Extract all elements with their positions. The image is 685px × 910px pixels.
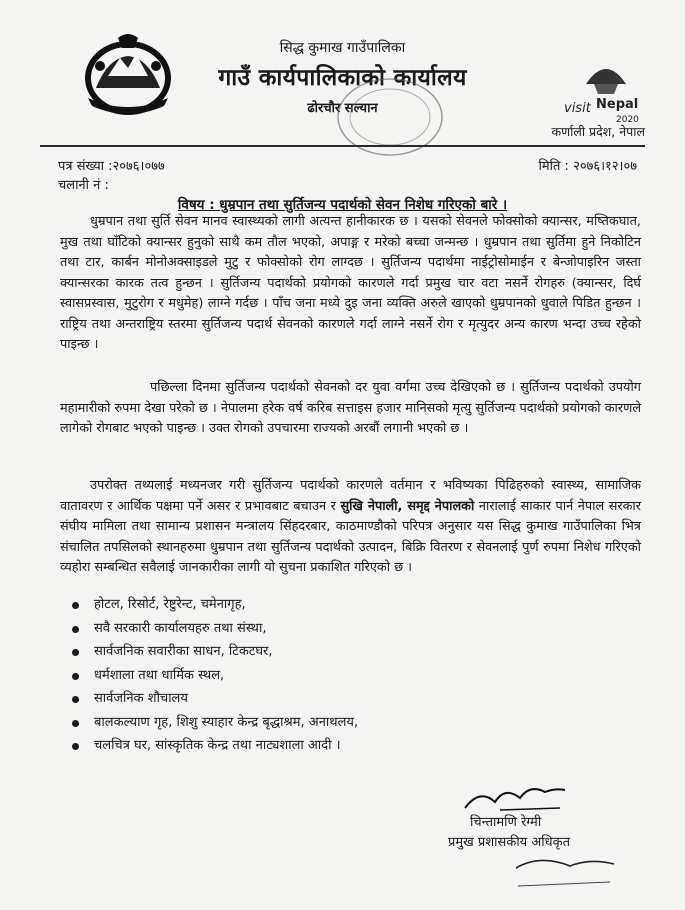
bullet-icon (72, 743, 79, 750)
province-label: कर्णाली प्रदेश, नेपाल (551, 124, 645, 139)
list-item: बालकल्याण गृह, शिशु स्याहार केन्द्र बृद्धाश्रम, अनाथलय, (72, 711, 358, 735)
svg-text:visit: visit (564, 101, 591, 116)
bullet-icon (72, 626, 79, 633)
header-divider (40, 145, 645, 147)
bullet-icon (72, 673, 79, 680)
letter-date: मिति : २०७६।१२।०७ (538, 159, 637, 174)
office-stamp (330, 72, 450, 162)
list-item: सवै सरकारी कार्यालयहरु तथा संस्था, (72, 617, 358, 641)
list-item: होटल, रिसोर्ट, रेष्टुरेन्ट, चमेनागृह, (72, 593, 358, 617)
office-location: ढोरचौर सल्यान (307, 101, 378, 116)
bullet-icon (72, 720, 79, 727)
paragraph-3 (60, 476, 641, 579)
subject-text: विषय : धुम्रपान तथा सुर्तिजन्य पदार्थको सेवन निशेध गरिएको बारे । (177, 197, 508, 213)
signatory-title: प्रमुख प्रशासकीय अधिकृत (448, 835, 571, 850)
bullet-icon (72, 602, 79, 609)
visit-nepal-logo (556, 50, 656, 130)
dispatch-number: चलानी नं : (58, 178, 109, 193)
bullet-icon (72, 649, 79, 656)
paragraph-3-part-b: नारालाई साकार पार्न नेपाल सरकार संघीय मामिला तथा सामान्य प्रशासन मन्त्रालय सिंहदरबार, काठमाण्डौको परिपत्र अनुसार यस सिद्ध कुमाख गाउँपालिका भित्र संचालित तपसिलको स्थानहरुमा धुम्रपान तथा सुर्तिजन्य पदार्थको उत्पादन, बिक्रि वितरण र सेवनलाई पुर्ण रुपमा निशेध गरिएको व्यहोरा सम्बन्धित सवैलाई जानकारीका लागी यो सुचना प्रकाशित गरिएको छ । (60, 498, 641, 575)
svg-text:Nepal: Nepal (596, 97, 639, 112)
subject-line (0, 195, 685, 213)
bullet-icon (72, 696, 79, 703)
list-item: चलचित्र घर, सांस्कृतिक केन्द्र तथा नाट्यशाला आदी । (72, 734, 358, 758)
list-item: धर्मशाला तथा धार्मिक स्थल, (72, 664, 358, 688)
svg-text:2020: 2020 (616, 115, 639, 125)
office-title: गाउँ कार्यपालिकाको कार्यालय (218, 65, 467, 91)
letter-number: पत्र संख्या :२०७६।०७७ (58, 159, 165, 174)
municipality-name: सिद्ध कुमाख गाउँपालिका (279, 40, 406, 56)
list-item: सार्वजनिक सवारीका साधन, टिकटघर, (72, 640, 358, 664)
paragraph-1: धुम्रपान तथा सुर्ति सेवन मानव स्वास्थ्यको लागी अत्यन्त हानीकारक छ । यसको सेवनले फोक्सोको क्यान्सर, मष्तिकघात, मुख तथा घाँटिको क्यान्सर हुनुको साथै कम तौल भएको, अपाङ्ग र मरेको बच्चा जन्मन्छ । धुम्रपान तथा सुर्तिमा हुने निकोटिन तथा टार, कार्बन मोनोअक्साइडले मुटु र फोक्सोको रोग लाग्दछ । सुर्तिजन्य पदार्थमा नाईट्रोसोमाईन र बेन्जोपाइरिन जस्ता क्यान्सरका कारक तत्व हुन्छन । सुर्तिजन्य पदार्थको प्रयोगको कारणले गर्दा प्रमुख चार वटा नसर्ने रोगहरु (क्यान्सर, दिर्घ स्वासप्रस्वास, मुटुरोग र मधुमेह) लाग्ने गर्दछ । पाँच जना मध्ये दुइ जना व्यक्ति अरुले खाएको धुम्रपानको धुवाले पिडित हुन्छन । राष्ट्रिय तथा अन्तराष्ट्रिय स्तरमा सुर्तिजन्य पदार्थ सेवनको कारणले गर्दा लाग्ने नसर्ने रोग र मृत्युदर अन्य कारण भन्दा उच्च रहेको पाइन्छ । (60, 214, 641, 352)
paragraph-3-part-a: उपरोक्त तथ्यलाई मध्यनजर गरी सुर्तिजन्य पदार्थको कारणले वर्तमान र भविष्यका पिढिहरुको स्वास्थ्य, सामाजिक वातावरण र आर्थिक पक्षमा पर्ने असर र प्रभावबाट बचाउन र (60, 478, 641, 514)
signatory-name: चिन्तामणि रेग्मी (470, 815, 542, 830)
signature-stamp (510, 848, 620, 898)
slogan-bold: सुखि नेपाली, समृद्द नेपालको (340, 498, 475, 514)
list-item: सार्वजनिक शौचालय (72, 687, 358, 711)
paragraph-2: पछिल्ला दिनमा सुर्तिजन्य पदार्थको सेवनको दर युवा वर्गमा उच्च देखिएको छ । सुर्तिजन्य पदार्थको उपयोग महामारीको रुपमा देखा परेको छ । नेपालमा हरेक वर्ष करिब सत्ताइस हजार मानिसको मृत्यु सुर्तिजन्य पदार्थको प्रयोगको कारणले लागेको रोगबाट भएको पाइन्छ । उक्त रोगको उपचारमा राज्यको अरबौं लगानी भएको छ । (60, 380, 641, 436)
prohibited-places-list (72, 593, 358, 758)
